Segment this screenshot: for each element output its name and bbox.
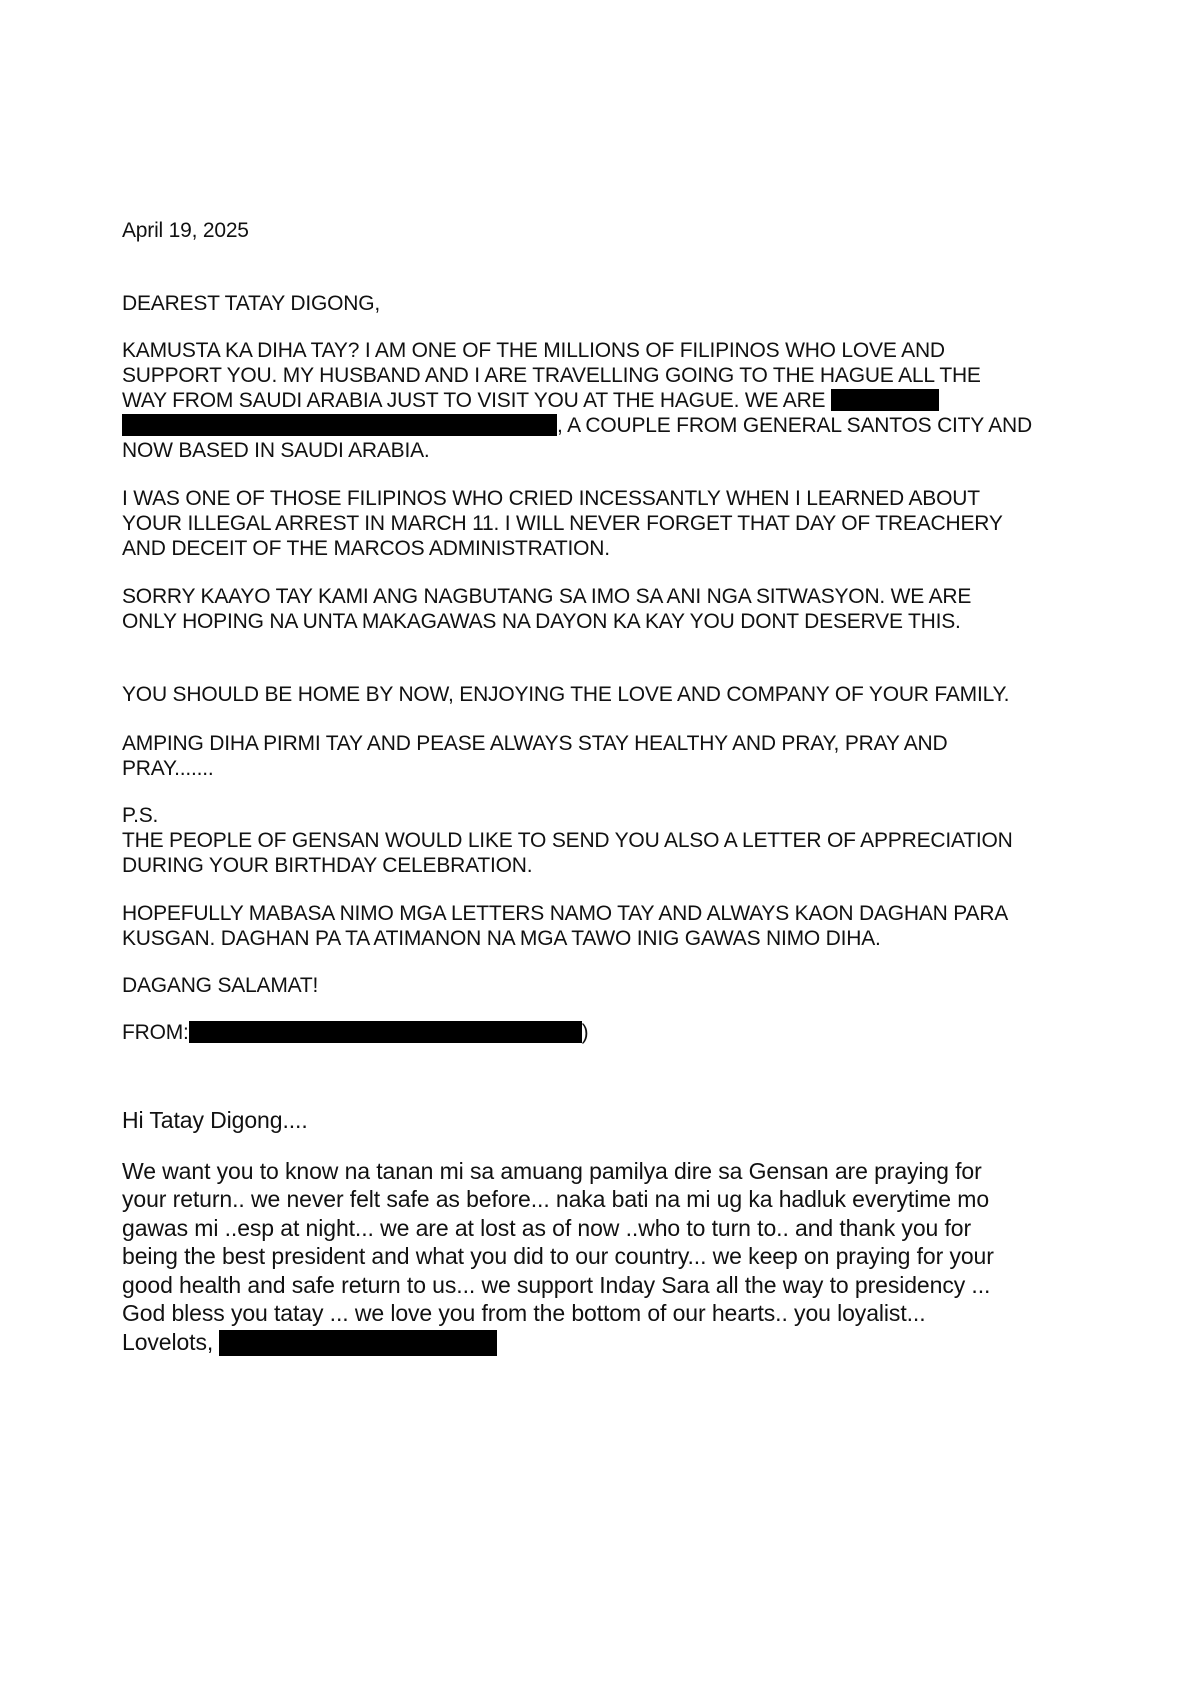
redacted-sender [189,1021,582,1043]
note-line-4: being the best president and what you did to our country... we keep on praying for your [122,1243,994,1269]
p1-line-2: SUPPORT YOU. MY HUSBAND AND I ARE TRAVELLING GOING TO THE HAGUE ALL THE [122,364,981,387]
postscript [122,828,1082,878]
ps-line-2: DURING YOUR BIRTHDAY CELEBRATION. [122,854,533,877]
note-greeting: Hi Tatay Digong.... [122,1107,308,1133]
handwritten-style-note [122,1106,1082,1356]
note-signoff: Lovelots, [122,1328,1082,1357]
note-line-6: God bless you tatay ... we love you from the bottom of our hearts.. you loyalist... [122,1300,926,1326]
p2-line-2: YOUR ILLEGAL ARREST IN MARCH 11. I WILL NEVER FORGET THAT DAY OF TREACHERY [122,512,1003,535]
p1-line-4: , A COUPLE FROM GENERAL SANTOS CITY AND [122,413,1082,438]
p3-line-1: SORRY KAAYO TAY KAMI ANG NAGBUTANG SA IMO SA ANI NGA SITWASYON. WE ARE [122,585,972,608]
redacted-signature [219,1330,497,1356]
p1-line-5: NOW BASED IN SAUDI ARABIA. [122,439,430,462]
ps-label: P.S. [122,804,159,827]
letter-salutation: DEAREST TATAY DIGONG, [122,292,380,315]
p5-line-2: PRAY....... [122,757,214,780]
p3-line-2: ONLY HOPING NA UNTA MAKAGAWAS NA DAYON KA KAY YOU DONT DESERVE THIS. [122,610,961,633]
paragraph-5 [122,731,1082,781]
letter-date: April 19, 2025 [122,219,249,242]
paragraph-6 [122,901,1082,951]
p2-line-3: AND DECEIT OF THE MARCOS ADMINISTRATION. [122,537,610,560]
p2-line-1: I WAS ONE OF THOSE FILIPINOS WHO CRIED INCESSANTLY WHEN I LEARNED ABOUT [122,487,980,510]
p1-line-1: KAMUSTA KA DIHA TAY? I AM ONE OF THE MILLIONS OF FILIPINOS WHO LOVE AND [122,339,945,362]
from-line: FROM: ) [122,1021,589,1044]
ps-line-1: THE PEOPLE OF GENSAN WOULD LIKE TO SEND YOU ALSO A LETTER OF APPRECIATION [122,829,1013,852]
p6-line-2: KUSGAN. DAGHAN PA TA ATIMANON NA MGA TAWO INIG GAWAS NIMO DIHA. [122,927,881,950]
paragraph-3 [122,584,1082,634]
redacted-names [122,414,557,436]
note-line-2: your return.. we never felt safe as before... naka bati na mi ug ka hadluk everytime mo [122,1186,990,1212]
typed-letter [122,218,1082,1045]
paragraph-1 [122,338,1082,463]
note-line-1: We want you to know na tanan mi sa amuang pamilya dire sa Gensan are praying for [122,1157,982,1184]
p1-line-3: WAY FROM SAUDI ARABIA JUST TO VISIT YOU AT THE HAGUE. WE ARE [122,388,1082,413]
note-line-3: gawas mi ..esp at night... we are at lost as of now ..who to turn to.. and thank you for [122,1214,972,1241]
note-line-5: good health and safe return to us... we support Inday Sara all the way to presidency ... [122,1271,991,1298]
redacted-names [831,389,939,411]
p5-line-1: AMPING DIHA PIRMI TAY AND PEASE ALWAYS STAY HEALTHY AND PRAY, PRAY AND [122,732,948,755]
paragraph-4: YOU SHOULD BE HOME BY NOW, ENJOYING THE LOVE AND COMPANY OF YOUR FAMILY. [122,683,1010,706]
closing-thanks: DAGANG SALAMAT! [122,974,319,997]
paragraph-2 [122,486,1082,561]
p6-line-1: HOPEFULLY MABASA NIMO MGA LETTERS NAMO TAY AND ALWAYS KAON DAGHAN PARA [122,902,1009,925]
